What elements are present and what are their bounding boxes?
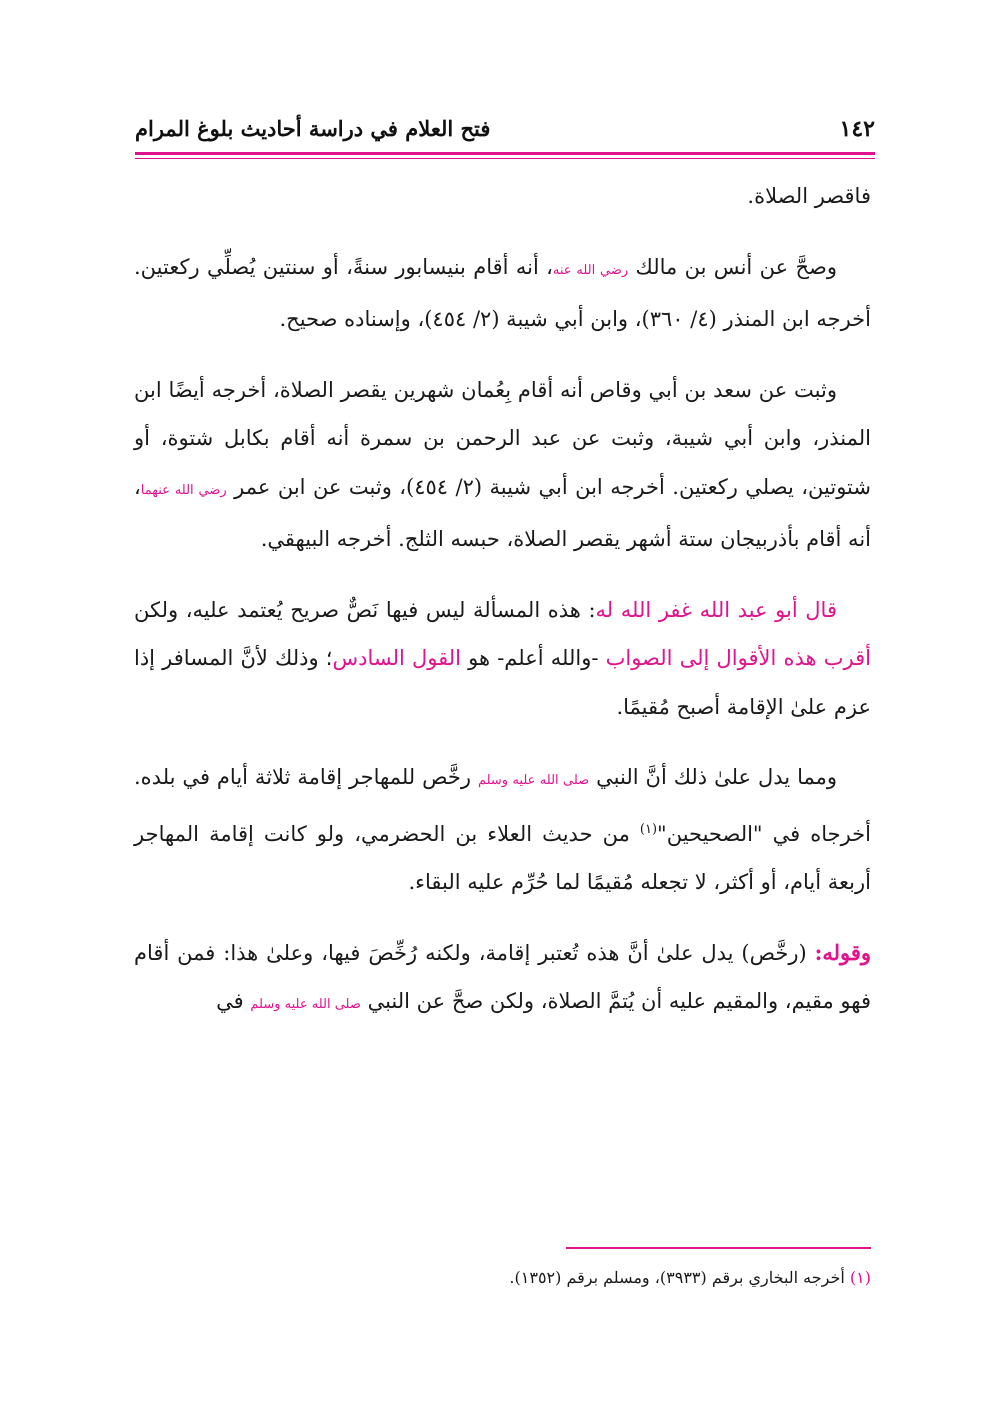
paragraph-1: فاقصر الصلاة. <box>747 184 871 208</box>
paragraph-5: ومما يدل علىٰ ذلك أنَّ النبي صلى الله عليه وسلم رخَّص للمهاجر إقامة ثلاثة أيام في بلده. أخرجاه في "الصحيحين"$^{(١)}$ من حديث العلاء بن الحضرمي، ولو كانت إقامة المهاجر أربعة أيام، أو أكثر، لا تجعله مُقيمًا لما حُرِّم عليه البقاء. <box>134 765 872 894</box>
honorific-glyph: رضي الله عنه <box>552 262 629 278</box>
footnote-number: (١) <box>849 1268 871 1287</box>
paragraph-2: وصحَّ عن أنس بن مالك رضي الله عنه، أنه أقام بنيسابور سنةً، أو سنتين يُصلِّي ركعتين. أخرجه ابن المنذر (٤/ ٣٦٠)، وابن أبي شيبة (٢/ ٤٥٤)، وإسناده صحيح. <box>134 254 871 331</box>
footnote-reference[interactable]: (١) <box>639 821 658 837</box>
author-statement: قال أبو عبد الله غفر الله له <box>595 597 837 622</box>
page-number: ١٤٢ <box>839 116 875 142</box>
header-rule-thin <box>135 158 875 159</box>
running-header <box>135 116 875 152</box>
honorific-glyph: رضي الله عنهما <box>140 482 227 498</box>
footnote-separator <box>566 1247 871 1249</box>
footnote <box>300 1268 871 1287</box>
honorific-glyph: صلى الله عليه وسلم <box>477 773 590 788</box>
paragraph-4: قال أبو عبد الله غفر الله له: هذه المسألة ليس فيها نَصٌّ صريح يُعتمد عليه، ولكن أقرب هذه الأقوال إلى الصواب -والله أعلم- هو القول السادس؛ وذلك لأنَّ المسافر إذا عزم علىٰ الإقامة أصبح مُقيمًا. <box>134 597 871 719</box>
quote-lead: وقوله: <box>814 939 871 965</box>
book-title: فتح العلام في دراسة أحاديث بلوغ المرام <box>135 116 491 141</box>
paragraph-6: وقوله: (رخَّص) يدل علىٰ أنَّ هذه تُعتبر إقامة، ولكنه رُخِّصَ فيها، وعلىٰ هذا: فمن أقام فهو مقيم، والمقيم عليه أن يُتمَّ الصلاة، ولكن صحَّ عن النبي صلى الله عليه وسلم في <box>134 939 871 1013</box>
footnote-text: أخرجه البخاري برقم (٣٩٣٣)، ومسلم برقم (١٣٥٢). <box>509 1268 850 1287</box>
main-text <box>134 172 871 1030</box>
paragraph-3: وثبت عن سعد بن أبي وقاص أنه أقام بِعُمان شهرين يقصر الصلاة، أخرجه أيضًا ابن المنذر، وابن أبي شيبة، وثبت عن عبد الرحمن بن سمرة أنه أقام بكابل شتوة، أو شتوتين، يصلي ركعتين. أخرجه ابن أبي شيبة (٢/ ٤٥٤)، وثبت عن ابن عمر رضي الله عنهما، أنه أقام بأذربيجان ستة أشهر يقصر الصلاة، حبسه الثلج. أخرجه البيهقي. <box>134 377 871 551</box>
nearest-opinion: أقرب هذه الأقوال إلى الصواب <box>605 646 871 670</box>
honorific-glyph: صلى الله عليه وسلم <box>250 997 361 1012</box>
header-rule-thick <box>135 152 875 155</box>
sixth-opinion: القول السادس <box>332 646 461 670</box>
